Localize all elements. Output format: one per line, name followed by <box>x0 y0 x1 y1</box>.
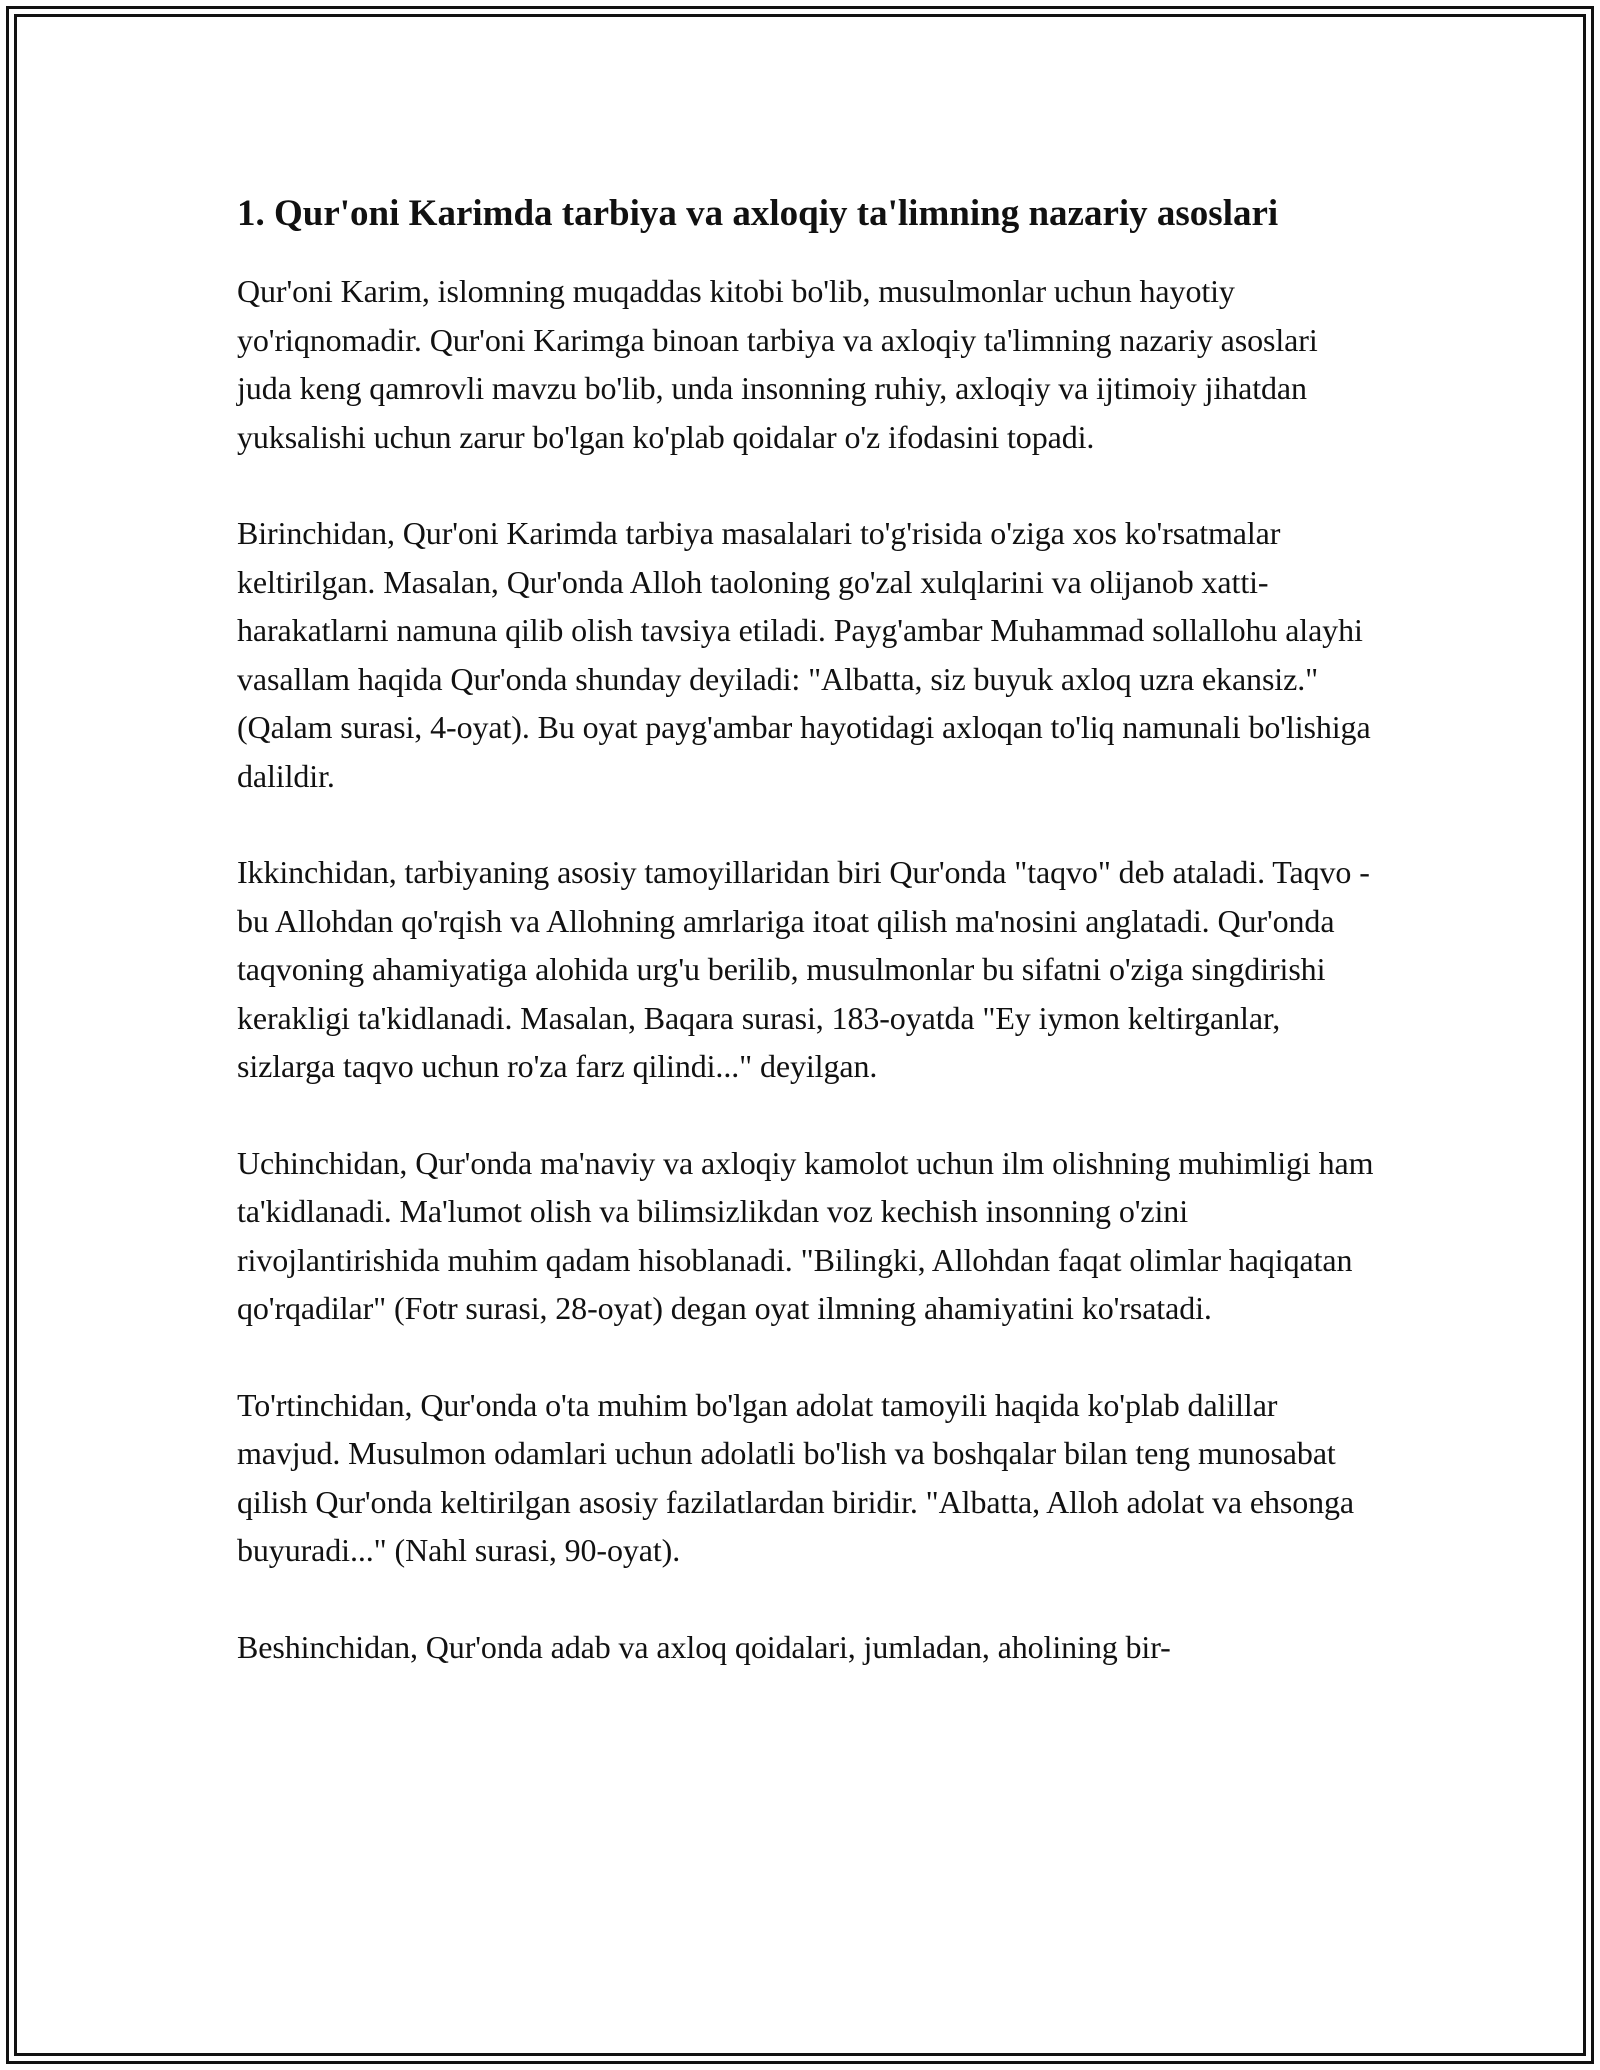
paragraph-fourth: To'rtinchidan, Qur'onda o'ta muhim bo'lgan adolat tamoyili haqida ko'plab dalillar mavjud. Musulmon odamlari uchun adolatli bo'lish va boshqalar bilan teng munosabat qilish Qur'onda keltirilgan asosiy fazilatlardan biridir. "Albatta, Alloh adolat va ehsonga buyuradi..." (Nahl surasi, 90-oyat). <box>237 1386 1355 1568</box>
document-body <box>237 186 1377 1719</box>
paragraph-intro: Qur'oni Karim, islomning muqaddas kitobi bo'lib, musulmonlar uchun hayotiy yo'riqnomadir. Qur'oni Karimga binoan tarbiya va axloqiy ta'limning nazariy asoslari juda keng qamrovli mavzu bo'lib, unda insonning ruhiy, axloqiy va ijtimoiy jihatdan yuksalishi uchun zarur bo'lgan ko'plab qoidalar o'z ifodasini topadi. <box>237 273 1318 455</box>
paragraph-fifth: Beshinchidan, Qur'onda adab va axloq qoidalari, jumladan, aholining bir- <box>237 1628 1171 1665</box>
paragraph-first: Birinchidan, Qur'oni Karimda tarbiya masalalari to'g'risida o'ziga xos ko'rsatmalar keltirilgan. Masalan, Qur'onda Alloh taoloning go'zal xulqlarini va olijanob xatti-harakatlarni namuna qilib olish tavsiya etiladi. Payg'ambar Muhammad sollallohu alayhi vasallam haqida Qur'onda shunday deyiladi: "Albatta, siz buyuk axloq uzra ekansiz." (Qalam surasi, 4-oyat). Bu oyat payg'ambar hayotidagi axloqan to'liq namunali bo'lishiga dalildir. <box>237 515 1371 794</box>
paragraph-second: Ikkinchidan, tarbiyaning asosiy tamoyillaridan biri Qur'onda "taqvo" deb ataladi. Taqvo - bu Allohdan qo'rqish va Allohning amrlariga itoat qilish ma'nosini anglatadi. Qur'onda taqvoning ahamiyatiga alohida urg'u berilib, musulmonlar bu sifatni o'ziga singdirishi kerakligi ta'kidlanadi. Masalan, Baqara surasi, 183-oyatda "Ey iymon keltirganlar, sizlarga taqvo uchun ro'za farz qilindi..." deyilgan. <box>237 854 1370 1084</box>
section-heading: 1. Qur'oni Karimda tarbiya va axloqiy ta'limning nazariy asoslari <box>237 193 1279 234</box>
paragraph-third: Uchinchidan, Qur'onda ma'naviy va axloqiy kamolot uchun ilm olishning muhimligi ham ta'kidlanadi. Ma'lumot olish va bilimsizlikdan voz kechish insonning o'zini rivojlantirishida muhim qadam hisoblanadi. "Bilingki, Allohdan faqat olimlar haqiqatan qo'rqadilar" (Fotr surasi, 28-oyat) degan oyat ilmning ahamiyatini ko'rsatadi. <box>237 1144 1374 1326</box>
